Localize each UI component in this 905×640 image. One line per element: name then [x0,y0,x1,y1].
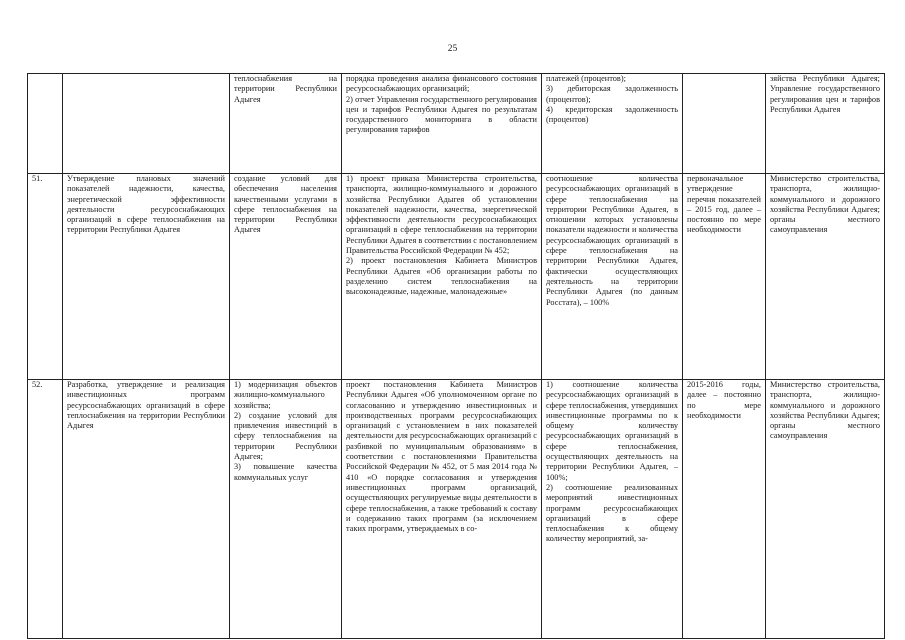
indicators-text: соотношение количества ресурсоснабжающих организаций в сфере теплоснабжения на территории Республики Адыгея, в отношении которых установлены показатели надежности и количества ресурсоснабжающих организаций в сфере теплоснабжения на территории Республики Адыгея, фактически осуществляющих деятельность на территории Республики Адыгея (по данным Росстата), – 100% [546,174,678,307]
measure-executor: зяйства Республики Адыгея; Управление государственного регулирования цен и тарифов Республики Адыгея [766,74,885,174]
documents-text: порядка проведения анализа финансового состояния ресурсоснабжающих организаций; 2) отчет Управления государственного регулирования цен и тарифов Республики Адыгея по результатам государственного мониторинга в области регулирования тарифов [346,74,537,135]
row-number [28,74,63,174]
measure-executor: Министерство строительства, транспорта, жилищно-коммунального и дорожного хозяйства Республики Адыгея; органы местного самоуправления [766,174,885,380]
measure-documents [342,174,542,380]
measure-documents [342,380,542,639]
measure-name: Утверждение плановых значений показателей надежности, качества, энергетической эффективности деятельности ресурсоснабжающих организаций в сфере теплоснабжения на территории Республики Адыгея [63,174,230,380]
measure-executor: Министерство строительства, транспорта, жилищно-коммунального и дорожного хозяйства Республики Адыгея; органы местного самоуправления [766,380,885,639]
row-number: 51. [28,174,63,380]
measure-goal [230,74,342,174]
goal-text: теплоснабжения на территории Республики Адыгея [234,74,337,104]
measure-documents [342,74,542,174]
table-row [28,174,885,380]
measure-period: 2015-2016 годы, далее – постоянно по мере необходимости [683,380,766,639]
goal-text: 1) модернизация объектов жилищно-коммунального хозяйства; 2) создание условий для привлечения инвестиций в сферу теплоснабжения на территории Республики Адыгея; 3) повышение качества коммунальных услуг [234,380,337,482]
measure-indicators [542,174,683,380]
measure-goal [230,174,342,380]
measure-name: Разработка, утверждение и реализация инвестиционных программ ресурсоснабжающих организаций в сфере теплоснабжения на территории Республики Адыгея [63,380,230,639]
table-row [28,380,885,639]
measure-period [683,74,766,174]
documents-text: 1) проект приказа Министерства строительства, транспорта, жилищно-коммунального и дорожного хозяйства Республики Адыгея об установлении показателей надежности, качества, энергетической эффективности деятельности ресурсоснабжающих организаций в сфере теплоснабжения на территории Республики Адыгея в соответствии с постановлением Правительства Российской Федерации № 452; 2) проект постановления Кабинета Министров Республики Адыгея «Об организации работы по разделению систем теплоснабжения на высоконадежные, надежные, малонадежные» [346,174,537,297]
measure-goal [230,380,342,639]
measures-table [27,73,885,639]
measure-period: первоначальное утверждение перечня показателей – 2015 год, далее – постоянно по мере необходимости [683,174,766,380]
indicators-text: 1) соотношение количества ресурсоснабжающих организаций в сфере теплоснабжения, утвердивших инвестиционные программы по к общему количеству ресурсоснабжающих организаций в сфере теплоснабжения, осуществляющих деятельность на территории Республики Адыгея, – 100%; 2) соотношение реализованных мероприятий инвестиционных программ ресурсоснабжающих организаций в сфере теплоснабжения к общему количеству мероприятий, за- [546,380,678,544]
measure-indicators [542,380,683,639]
row-number: 52. [28,380,63,639]
documents-text: проект постановления Кабинета Министров Республики Адыгея «Об уполномоченном органе по согласованию и утверждению инвестиционных и производственных программ ресурсоснабжающих организаций с установлением в них показателей деятельности для ресурсоснабжающих организаций с разбивкой по муниципальным образованиям» в соответствии с постановлениями Правительства Российской Федерации № 452, от 5 мая 2014 года № 410 «О порядке согласования и утверждения инвестиционных программ организаций, осуществляющих регулируемые виды деятельности в сфере теплоснабжения, а также требований к составу и содержанию таких программ (за исключением таких программ, утверждаемых в со- [346,380,537,534]
measure-name [63,74,230,174]
goal-text: создание условий для обеспечения населения качественными услугами в сфере теплоснабжения на территории Республики Адыгея [234,174,337,235]
indicators-text: платежей (процентов); 3) дебиторская задолженность (процентов); 4) кредиторская задолженность (процентов) [546,74,678,125]
table-row [28,74,885,174]
measure-indicators [542,74,683,174]
page-number: 25 [447,44,458,54]
